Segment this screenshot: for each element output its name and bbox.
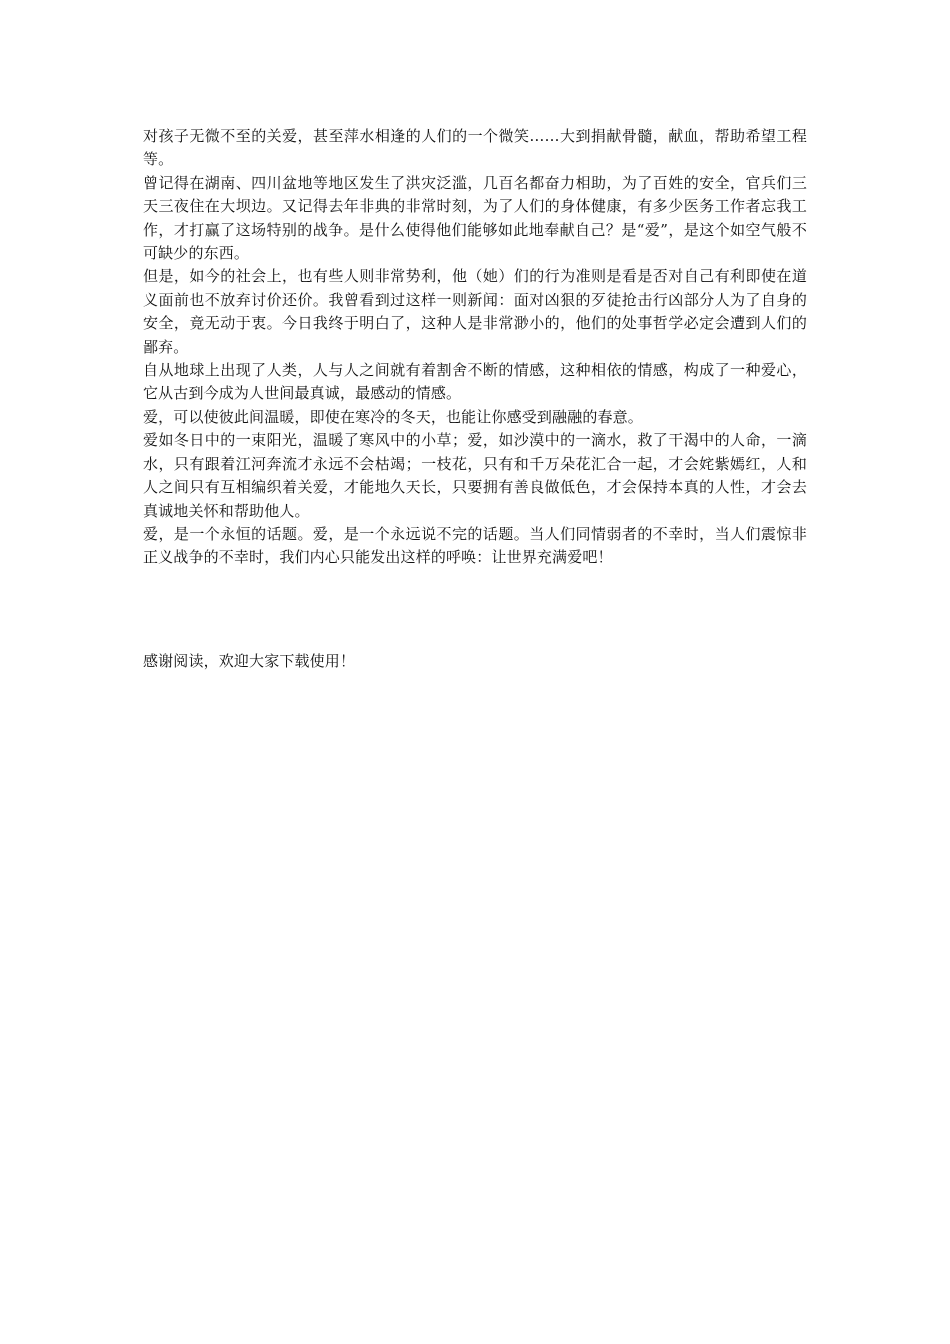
closing-note: 感谢阅读，欢迎大家下载使用！: [143, 652, 356, 670]
paragraph-2: 曾记得在湖南、四川盆地等地区发生了洪灾泛滥，几百名都奋力相助，为了百姓的安全，官兵们三天三夜住在大坝边。又记得去年非典的非常时刻，为了人们的身体健康，有多少医务工作者忘我工作，才打赢了这场特别的战争。是什么使得他们能够如此地奉献自己？是“爱”，是这个如空气般不可缺少的东西。: [143, 173, 807, 263]
paragraph-7: 爱，是一个永恒的话题。爱，是一个永远说不完的话题。当人们同情弱者的不幸时，当人们震惊非正义战争的不幸时，我们内心只能发出这样的呼唤：让世界充满爱吧！: [143, 524, 807, 567]
document-body: [143, 125, 807, 570]
paragraph-6: 爱如冬日中的一束阳光，温暖了寒风中的小草；爱，如沙漠中的一滴水，救了干渴中的人命，一滴水，只有跟着江河奔流才永远不会枯竭；一枝花，只有和千万朵花汇合一起，才会姹紫嫣红，人和人之间只有互相编织着关爱，才能地久天长，只要拥有善良做低色，才会保持本真的人性，才会去真诚地关怀和帮助他人。: [143, 431, 807, 520]
paragraph-4: 自从地球上出现了人类，人与人之间就有着割舍不断的情感，这种相依的情感，构成了一种爱心，它从古到今成为人世间最真诚，最感动的情感。: [143, 361, 807, 403]
paragraph-3: 但是，如今的社会上，也有些人则非常势利，他（她）们的行为准则是看是否对自己有利即使在道义面前也不放弃讨价还价。我曾看到过这样一则新闻：面对凶狠的歹徒抢击行凶部分人为了自身的安全，竟无动于衷。今日我终于明白了，这种人是非常渺小的，他们的处事哲学必定会遭到人们的鄙弃。: [143, 267, 807, 356]
paragraph-5: 爱，可以使彼此间温暖，即使在寒冷的冬天，也能让你感受到融融的春意。: [143, 407, 643, 426]
paragraph-1: 对孩子无微不至的关爱，甚至萍水相逢的人们的一个微笑……大到捐献骨髓，献血，帮助希望工程等。: [143, 127, 807, 169]
